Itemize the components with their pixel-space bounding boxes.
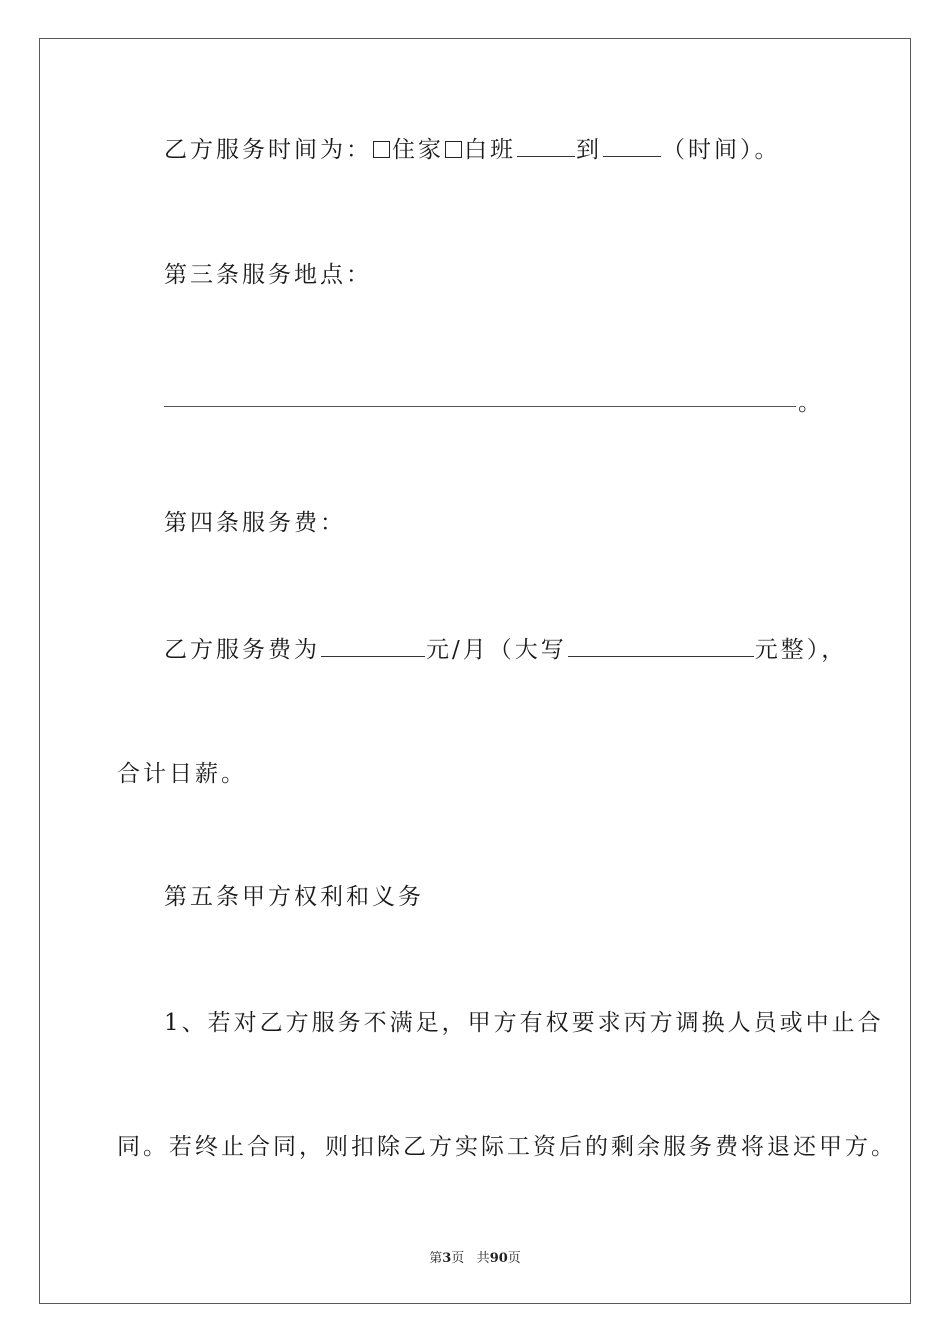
end-time-blank[interactable] (603, 134, 661, 157)
checkbox-day-shift[interactable] (445, 141, 462, 158)
fee-label: 乙方服务费为 (164, 637, 320, 663)
article-4-title: 第四条服务费： (164, 510, 346, 536)
total-pages: 90 (489, 1251, 508, 1266)
time-suffix: （时间）。 (662, 137, 781, 163)
page-prefix: 第 (429, 1251, 443, 1266)
to-label: 到 (576, 137, 602, 163)
clause-1-line-2: 同。若终止合同，则扣除乙方实际工资后的剩余服务费将退还甲方。 (117, 1134, 897, 1160)
page-number: 3 (442, 1251, 452, 1266)
total-suffix: 页 (507, 1251, 521, 1266)
option-day-shift-label: 白班 (464, 137, 516, 163)
fee-uppercase-blank[interactable] (568, 634, 754, 657)
page-suffix: 页 (451, 1251, 465, 1266)
page-frame (39, 38, 911, 1304)
service-location-blank[interactable] (164, 406, 796, 407)
start-time-blank[interactable] (517, 134, 575, 157)
service-time-line (164, 134, 781, 165)
fee-amount-blank[interactable] (321, 634, 425, 657)
clause-1-line-1: 1、若对乙方服务不满足，甲方有权要求丙方调换人员或中止合 (164, 1010, 884, 1036)
fee-suffix: 元整）， (754, 637, 848, 663)
article-3-title: 第三条服务地点： (164, 262, 372, 288)
option-live-in-label: 住家 (392, 137, 444, 163)
checkbox-live-in[interactable] (373, 141, 390, 158)
service-location-end: 。 (798, 390, 821, 416)
fee-total: 合计日薪。 (117, 761, 247, 787)
article-5-title: 第五条甲方权利和义务 (164, 884, 424, 910)
page-footer (0, 1247, 950, 1266)
total-prefix: 共 (476, 1251, 490, 1266)
fee-unit-label: 元/月（大写 (426, 637, 567, 663)
service-time-label: 乙方服务时间为： (164, 137, 372, 163)
fee-line (164, 634, 847, 665)
